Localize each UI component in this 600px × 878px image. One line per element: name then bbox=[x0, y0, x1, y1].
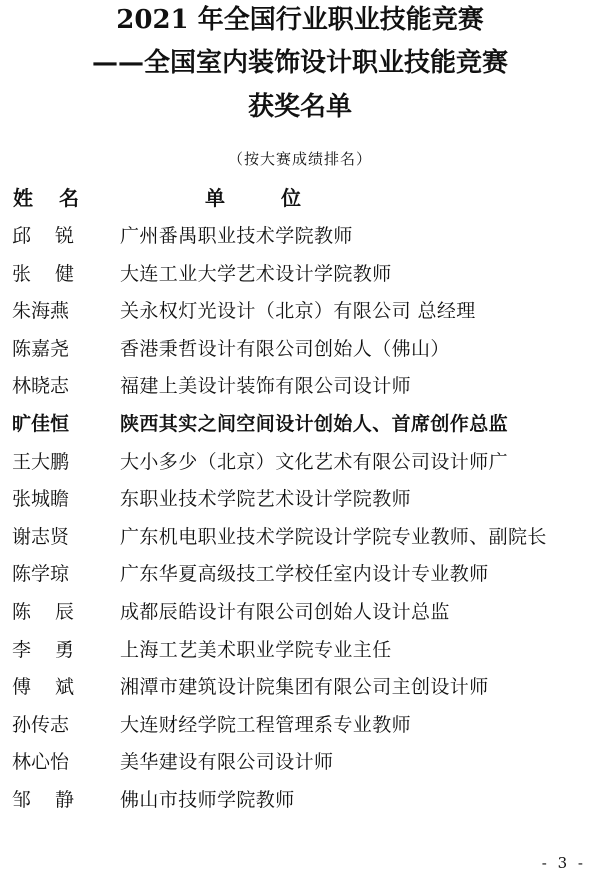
winner-unit: 广东华夏高级技工学校任室内设计专业教师 bbox=[120, 563, 489, 586]
winners-list bbox=[0, 218, 600, 820]
winner-name: 林晓志 bbox=[12, 375, 70, 398]
list-item bbox=[0, 632, 600, 670]
winner-unit: 大小多少（北京）文化艺术有限公司设计师广 bbox=[120, 450, 509, 473]
header-unit: 单位 bbox=[205, 186, 357, 210]
winner-name: 陈嘉尧 bbox=[12, 337, 70, 360]
title-line-3: 获奖名单 bbox=[247, 92, 352, 122]
winner-name: 谢志贤 bbox=[12, 525, 70, 548]
winner-unit: 香港秉哲设计有限公司创始人（佛山） bbox=[120, 337, 450, 360]
header-name: 姓名 bbox=[13, 186, 105, 210]
winner-unit: 大连财经学院工程管理系专业教师 bbox=[120, 713, 412, 736]
page-number: - 3 - bbox=[541, 854, 586, 872]
winner-name: 邱锐 bbox=[12, 225, 99, 247]
winner-unit: 佛山市技师学院教师 bbox=[120, 788, 295, 811]
winner-unit: 成都辰皓设计有限公司创始人设计总监 bbox=[120, 600, 450, 623]
winner-name: 张城瞻 bbox=[12, 488, 70, 511]
winner-unit: 广东机电职业技术学院设计学院专业教师、副院长 bbox=[120, 525, 547, 548]
winner-name: 陈学琼 bbox=[12, 563, 70, 586]
list-item bbox=[0, 744, 600, 782]
list-item bbox=[0, 519, 600, 557]
list-item bbox=[0, 218, 600, 256]
list-item bbox=[0, 481, 600, 519]
title-line-1: 2021 年全国行业职业技能竞赛 bbox=[116, 5, 484, 35]
winner-name: 傅斌 bbox=[12, 676, 99, 699]
list-item bbox=[0, 368, 600, 406]
list-item bbox=[0, 782, 600, 820]
winner-unit: 福建上美设计装饰有限公司设计师 bbox=[120, 375, 412, 398]
winner-name: 王大鹏 bbox=[12, 450, 70, 473]
winner-unit: 上海工艺美术职业学院专业主任 bbox=[120, 638, 392, 661]
winner-unit: 湘潭市建筑设计院集团有限公司主创设计师 bbox=[120, 676, 489, 699]
ranking-note: （按大赛成绩排名） bbox=[227, 150, 372, 168]
winner-name: 张健 bbox=[12, 262, 99, 285]
winner-unit: 广州番禺职业技术学院教师 bbox=[120, 225, 353, 247]
list-item bbox=[0, 331, 600, 369]
winner-unit: 东职业技术学院艺术设计学院教师 bbox=[120, 488, 412, 511]
winner-name: 李勇 bbox=[12, 638, 99, 661]
list-item bbox=[0, 556, 600, 594]
title-line-2: ——全国室内装饰设计职业技能竞赛 bbox=[91, 48, 508, 78]
list-item bbox=[0, 293, 600, 331]
list-item bbox=[0, 406, 600, 444]
list-item bbox=[0, 669, 600, 707]
winner-name: 朱海燕 bbox=[12, 300, 70, 323]
list-item bbox=[0, 594, 600, 632]
winner-unit: 大连工业大学艺术设计学院教师 bbox=[120, 262, 392, 285]
winner-unit: 关永权灯光设计（北京）有限公司 总经理 bbox=[120, 300, 476, 323]
winner-unit: 陕西其实之间空间设计创始人、首席创作总监 bbox=[120, 412, 509, 435]
list-item bbox=[0, 256, 600, 294]
winner-name: 旷佳恒 bbox=[12, 412, 70, 435]
winner-name: 邹静 bbox=[12, 788, 99, 811]
list-item bbox=[0, 444, 600, 482]
table-header bbox=[0, 180, 600, 216]
winner-name: 林心怡 bbox=[12, 751, 70, 774]
winner-name: 孙传志 bbox=[12, 713, 70, 736]
winner-name: 陈辰 bbox=[12, 600, 99, 623]
winner-unit: 美华建设有限公司设计师 bbox=[120, 751, 334, 774]
list-item bbox=[0, 707, 600, 745]
